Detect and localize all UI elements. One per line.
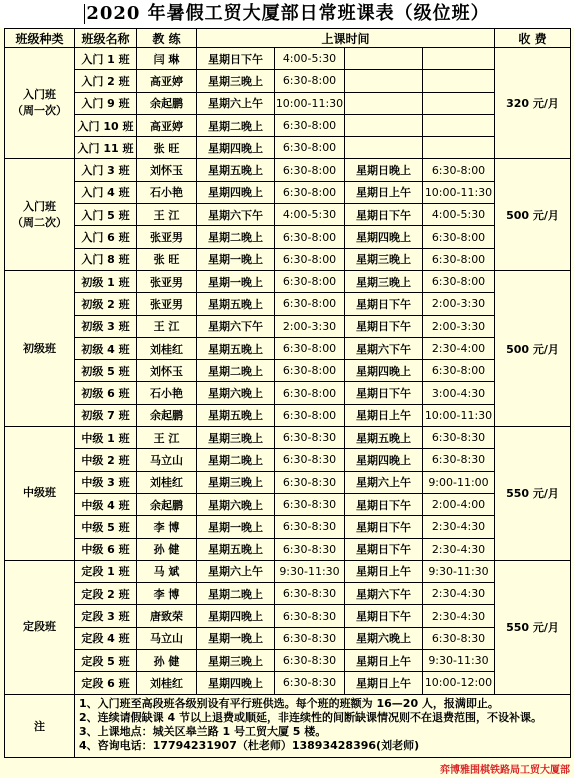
teacher-name: 刘桂红 <box>137 337 197 359</box>
first-session-time: 4:00-5:30 <box>275 48 345 70</box>
first-session-day: 星期二晚上 <box>197 360 275 382</box>
class-type-name: 定段班 <box>23 620 56 634</box>
teacher-name: 孙 健 <box>137 538 197 560</box>
class-type-name: 入门班 <box>23 199 56 213</box>
teacher-name: 孙 健 <box>137 650 197 672</box>
second-session-time: 2:30-4:00 <box>423 337 495 359</box>
first-session-day: 星期四晚上 <box>197 181 275 203</box>
second-session-time: 6:30-8:30 <box>423 427 495 449</box>
class-type-frequency: （周二次） <box>12 215 67 229</box>
table-row <box>5 493 571 515</box>
second-session-day: 星期六晚上 <box>345 627 423 649</box>
first-session-time: 6:30-8:00 <box>275 337 345 359</box>
second-session-time: 2:00-3:30 <box>423 315 495 337</box>
teacher-name: 刘怀玉 <box>137 360 197 382</box>
second-session-time: 6:30-8:00 <box>423 248 495 270</box>
first-session-day: 星期五晚上 <box>197 337 275 359</box>
first-session-day: 星期六下午 <box>197 204 275 226</box>
class-name: 中级 6 班 <box>75 538 137 560</box>
first-session-day: 星期三晚上 <box>197 650 275 672</box>
class-type-frequency: （周一次） <box>12 104 67 118</box>
first-session-time: 6:30-8:00 <box>275 137 345 159</box>
first-session-time: 2:00-3:30 <box>275 315 345 337</box>
table-row <box>5 404 571 426</box>
second-session-day: 星期四晚上 <box>345 360 423 382</box>
table-row <box>5 248 571 270</box>
second-session-day: 星期三晚上 <box>345 248 423 270</box>
first-session-time: 4:00-5:30 <box>275 204 345 226</box>
first-session-time: 6:30-8:00 <box>275 270 345 292</box>
class-name: 入门 1 班 <box>75 48 137 70</box>
class-name: 入门 11 班 <box>75 137 137 159</box>
class-name: 入门 10 班 <box>75 114 137 136</box>
class-name: 定段 1 班 <box>75 560 137 582</box>
teacher-name: 石小艳 <box>137 181 197 203</box>
second-session-day <box>345 70 423 92</box>
teacher-name: 高亚婷 <box>137 114 197 136</box>
second-session-day: 星期日下午 <box>345 204 423 226</box>
first-session-day: 星期四晚上 <box>197 672 275 694</box>
teacher-name: 高亚婷 <box>137 70 197 92</box>
first-session-day: 星期一晚上 <box>197 270 275 292</box>
teacher-name: 马立山 <box>137 627 197 649</box>
class-name: 定段 3 班 <box>75 605 137 627</box>
second-session-time: 10:00-11:30 <box>423 404 495 426</box>
table-row <box>5 471 571 493</box>
table-row <box>5 204 571 226</box>
second-session-day <box>345 137 423 159</box>
second-session-time: 3:00-4:30 <box>423 382 495 404</box>
second-session-time: 2:30-4:30 <box>423 583 495 605</box>
class-type-name: 入门班 <box>23 88 56 102</box>
first-session-day: 星期三晚上 <box>197 471 275 493</box>
class-name: 中级 2 班 <box>75 449 137 471</box>
notes-label: 注 <box>5 694 75 757</box>
second-session-time: 2:00-4:00 <box>423 493 495 515</box>
schedule-table <box>4 28 571 758</box>
second-session-time: 2:30-4:30 <box>423 538 495 560</box>
table-row <box>5 360 571 382</box>
second-session-time: 2:30-4:30 <box>423 516 495 538</box>
first-session-time: 6:30-8:30 <box>275 583 345 605</box>
teacher-name: 王 江 <box>137 315 197 337</box>
class-name: 定段 2 班 <box>75 583 137 605</box>
first-session-time: 6:30-8:30 <box>275 672 345 694</box>
table-row <box>5 583 571 605</box>
table-row <box>5 92 571 114</box>
first-session-time: 6:30-8:30 <box>275 449 345 471</box>
table-row <box>5 650 571 672</box>
first-session-day: 星期一晚上 <box>197 516 275 538</box>
header-fee: 收 费 <box>495 29 571 48</box>
teacher-name: 王 江 <box>137 427 197 449</box>
class-name: 入门 4 班 <box>75 181 137 203</box>
teacher-name: 马立山 <box>137 449 197 471</box>
table-row <box>5 449 571 471</box>
first-session-time: 6:30-8:30 <box>275 471 345 493</box>
first-session-day: 星期五晚上 <box>197 404 275 426</box>
header-row <box>5 29 571 48</box>
schedule-body <box>5 48 571 758</box>
first-session-day: 星期六上午 <box>197 92 275 114</box>
fee-cell: 320 元/月 <box>495 48 571 159</box>
class-type-cell <box>5 427 75 561</box>
class-type-cell <box>5 159 75 270</box>
table-row <box>5 315 571 337</box>
first-session-time: 6:30-8:00 <box>275 293 345 315</box>
second-session-day: 星期日晚上 <box>345 159 423 181</box>
second-session-day: 星期日上午 <box>345 672 423 694</box>
second-session-time <box>423 48 495 70</box>
teacher-name: 张 旺 <box>137 248 197 270</box>
class-name: 定段 6 班 <box>75 672 137 694</box>
second-session-day: 星期日上午 <box>345 404 423 426</box>
second-session-time: 2:00-3:30 <box>423 293 495 315</box>
teacher-name: 余起鹏 <box>137 493 197 515</box>
class-type-cell <box>5 270 75 426</box>
table-row <box>5 70 571 92</box>
table-row <box>5 627 571 649</box>
class-name: 入门 5 班 <box>75 204 137 226</box>
note-line: 4、咨询电话：17794231907（杜老师）13893428396(刘老师) <box>79 738 420 752</box>
first-session-day: 星期四晚上 <box>197 605 275 627</box>
class-name: 中级 1 班 <box>75 427 137 449</box>
first-session-day: 星期五晚上 <box>197 159 275 181</box>
teacher-name: 刘怀玉 <box>137 159 197 181</box>
first-session-time: 6:30-8:00 <box>275 248 345 270</box>
class-name: 入门 9 班 <box>75 92 137 114</box>
table-row <box>5 48 571 70</box>
second-session-day: 星期日下午 <box>345 315 423 337</box>
first-session-time: 6:30-8:00 <box>275 114 345 136</box>
table-row <box>5 137 571 159</box>
second-session-time: 6:30-8:30 <box>423 627 495 649</box>
second-session-day: 星期日上午 <box>345 650 423 672</box>
class-name: 初级 5 班 <box>75 360 137 382</box>
first-session-day: 星期三晚上 <box>197 70 275 92</box>
table-row <box>5 672 571 694</box>
first-session-day: 星期日下午 <box>197 48 275 70</box>
first-session-day: 星期二晚上 <box>197 114 275 136</box>
second-session-day: 星期日上午 <box>345 560 423 582</box>
class-name: 入门 3 班 <box>75 159 137 181</box>
class-type-cell <box>5 48 75 159</box>
table-row <box>5 538 571 560</box>
second-session-day: 星期日下午 <box>345 516 423 538</box>
title-text: 2020 年暑假工贸大厦部日常班课表（级位班） <box>86 3 490 24</box>
second-session-time: 6:30-8:30 <box>423 449 495 471</box>
first-session-time: 6:30-8:30 <box>275 493 345 515</box>
fee-cell: 500 元/月 <box>495 159 571 270</box>
table-row <box>5 114 571 136</box>
first-session-day: 星期一晚上 <box>197 627 275 649</box>
class-type-name: 初级班 <box>23 341 56 355</box>
teacher-name: 张亚男 <box>137 270 197 292</box>
teacher-name: 唐致荣 <box>137 605 197 627</box>
teacher-name: 张亚男 <box>137 293 197 315</box>
second-session-day: 星期四晚上 <box>345 449 423 471</box>
first-session-time: 6:30-8:30 <box>275 627 345 649</box>
class-name: 初级 6 班 <box>75 382 137 404</box>
teacher-name: 张亚男 <box>137 226 197 248</box>
first-session-day: 星期一晚上 <box>197 248 275 270</box>
first-session-day: 星期五晚上 <box>197 293 275 315</box>
second-session-time: 6:30-8:00 <box>423 159 495 181</box>
second-session-time: 4:00-5:30 <box>423 204 495 226</box>
class-name: 定段 5 班 <box>75 650 137 672</box>
second-session-day: 星期日下午 <box>345 605 423 627</box>
table-row <box>5 382 571 404</box>
first-session-day: 星期六下午 <box>197 315 275 337</box>
fee-cell: 500 元/月 <box>495 270 571 426</box>
first-session-time: 6:30-8:30 <box>275 427 345 449</box>
second-session-day: 星期日下午 <box>345 382 423 404</box>
second-session-day: 星期三晚上 <box>345 270 423 292</box>
teacher-name: 刘桂红 <box>137 672 197 694</box>
note-line: 2、连续请假缺课 4 节以上退费或顺延，非连续性的间断缺课情况则不在退费范围，不设补课。 <box>79 710 542 724</box>
second-session-day: 星期四晚上 <box>345 226 423 248</box>
teacher-name: 石小艳 <box>137 382 197 404</box>
table-row <box>5 270 571 292</box>
first-session-time: 10:00-11:30 <box>275 92 345 114</box>
class-name: 初级 1 班 <box>75 270 137 292</box>
second-session-day <box>345 92 423 114</box>
table-row <box>5 605 571 627</box>
teacher-name: 马 斌 <box>137 560 197 582</box>
class-type-name: 中级班 <box>23 486 56 500</box>
second-session-day <box>345 48 423 70</box>
second-session-time <box>423 92 495 114</box>
first-session-time: 9:30-11:30 <box>275 560 345 582</box>
header-class: 班级名称 <box>75 29 137 48</box>
first-session-day: 星期三晚上 <box>197 427 275 449</box>
second-session-time: 6:30-8:00 <box>423 360 495 382</box>
second-session-time: 10:00-11:30 <box>423 181 495 203</box>
second-session-time <box>423 137 495 159</box>
header-teacher: 教 练 <box>137 29 197 48</box>
second-session-time: 6:30-8:00 <box>423 226 495 248</box>
table-row <box>5 427 571 449</box>
header-type: 班级种类 <box>5 29 75 48</box>
second-session-time: 6:30-8:00 <box>423 270 495 292</box>
class-name: 中级 3 班 <box>75 471 137 493</box>
first-session-day: 星期六晚上 <box>197 382 275 404</box>
second-session-day: 星期六上午 <box>345 471 423 493</box>
fee-cell: 550 元/月 <box>495 427 571 561</box>
first-session-day: 星期六晚上 <box>197 493 275 515</box>
first-session-time: 6:30-8:00 <box>275 404 345 426</box>
second-session-day: 星期五晚上 <box>345 427 423 449</box>
second-session-day: 星期日下午 <box>345 293 423 315</box>
fee-cell: 550 元/月 <box>495 560 571 694</box>
second-session-time: 9:00-11:00 <box>423 471 495 493</box>
second-session-day <box>345 114 423 136</box>
first-session-day: 星期二晚上 <box>197 449 275 471</box>
class-name: 初级 7 班 <box>75 404 137 426</box>
first-session-time: 6:30-8:30 <box>275 516 345 538</box>
footer-label: 弈博雅围棋铁路局工贸大厦部 <box>440 765 570 776</box>
teacher-name: 余起鹏 <box>137 404 197 426</box>
first-session-day: 星期四晚上 <box>197 137 275 159</box>
first-session-day: 星期六上午 <box>197 560 275 582</box>
teacher-name: 余起鹏 <box>137 92 197 114</box>
table-row <box>5 516 571 538</box>
class-name: 中级 5 班 <box>75 516 137 538</box>
class-name: 中级 4 班 <box>75 493 137 515</box>
teacher-name: 闫 琳 <box>137 48 197 70</box>
class-name: 入门 2 班 <box>75 70 137 92</box>
notes-body <box>75 694 571 757</box>
first-session-day: 星期二晚上 <box>197 226 275 248</box>
teacher-name: 刘桂红 <box>137 471 197 493</box>
second-session-day: 星期日下午 <box>345 538 423 560</box>
class-name: 初级 3 班 <box>75 315 137 337</box>
second-session-day: 星期日上午 <box>345 181 423 203</box>
second-session-time <box>423 70 495 92</box>
table-row <box>5 337 571 359</box>
class-name: 入门 8 班 <box>75 248 137 270</box>
table-row <box>5 293 571 315</box>
teacher-name: 李 博 <box>137 516 197 538</box>
first-session-day: 星期二晚上 <box>197 583 275 605</box>
table-row <box>5 159 571 181</box>
class-name: 入门 6 班 <box>75 226 137 248</box>
teacher-name: 李 博 <box>137 583 197 605</box>
table-row <box>5 226 571 248</box>
first-session-time: 6:30-8:30 <box>275 650 345 672</box>
second-session-time: 9:30-11:30 <box>423 650 495 672</box>
first-session-time: 6:30-8:00 <box>275 181 345 203</box>
second-session-time <box>423 114 495 136</box>
second-session-day: 星期六下午 <box>345 583 423 605</box>
first-session-time: 6:30-8:00 <box>275 360 345 382</box>
class-type-cell <box>5 560 75 694</box>
first-session-day: 星期五晚上 <box>197 538 275 560</box>
notes-row <box>5 694 571 757</box>
second-session-time: 9:30-11:30 <box>423 560 495 582</box>
first-session-time: 6:30-8:30 <box>275 605 345 627</box>
table-row <box>5 560 571 582</box>
note-line: 3、上课地点：城关区皋兰路 1 号工贸大厦 5 楼。 <box>79 724 327 738</box>
first-session-time: 6:30-8:00 <box>275 159 345 181</box>
first-session-time: 6:30-8:30 <box>275 538 345 560</box>
class-name: 初级 2 班 <box>75 293 137 315</box>
first-session-time: 6:30-8:00 <box>275 70 345 92</box>
class-name: 定段 4 班 <box>75 627 137 649</box>
second-session-day: 星期日下午 <box>345 493 423 515</box>
teacher-name: 王 江 <box>137 204 197 226</box>
first-session-time: 6:30-8:00 <box>275 382 345 404</box>
page-title <box>0 0 574 28</box>
class-name: 初级 4 班 <box>75 337 137 359</box>
header-schedule: 上课时间 <box>197 29 495 48</box>
table-row <box>5 181 571 203</box>
note-line: 1、入门班至高段班各级别设有平行班供选。每个班的班额为 16—20 人，报满即止。 <box>79 696 499 710</box>
second-session-time: 2:30-4:30 <box>423 605 495 627</box>
second-session-time: 10:00-12:00 <box>423 672 495 694</box>
teacher-name: 张 旺 <box>137 137 197 159</box>
second-session-day: 星期六下午 <box>345 337 423 359</box>
first-session-time: 6:30-8:00 <box>275 226 345 248</box>
